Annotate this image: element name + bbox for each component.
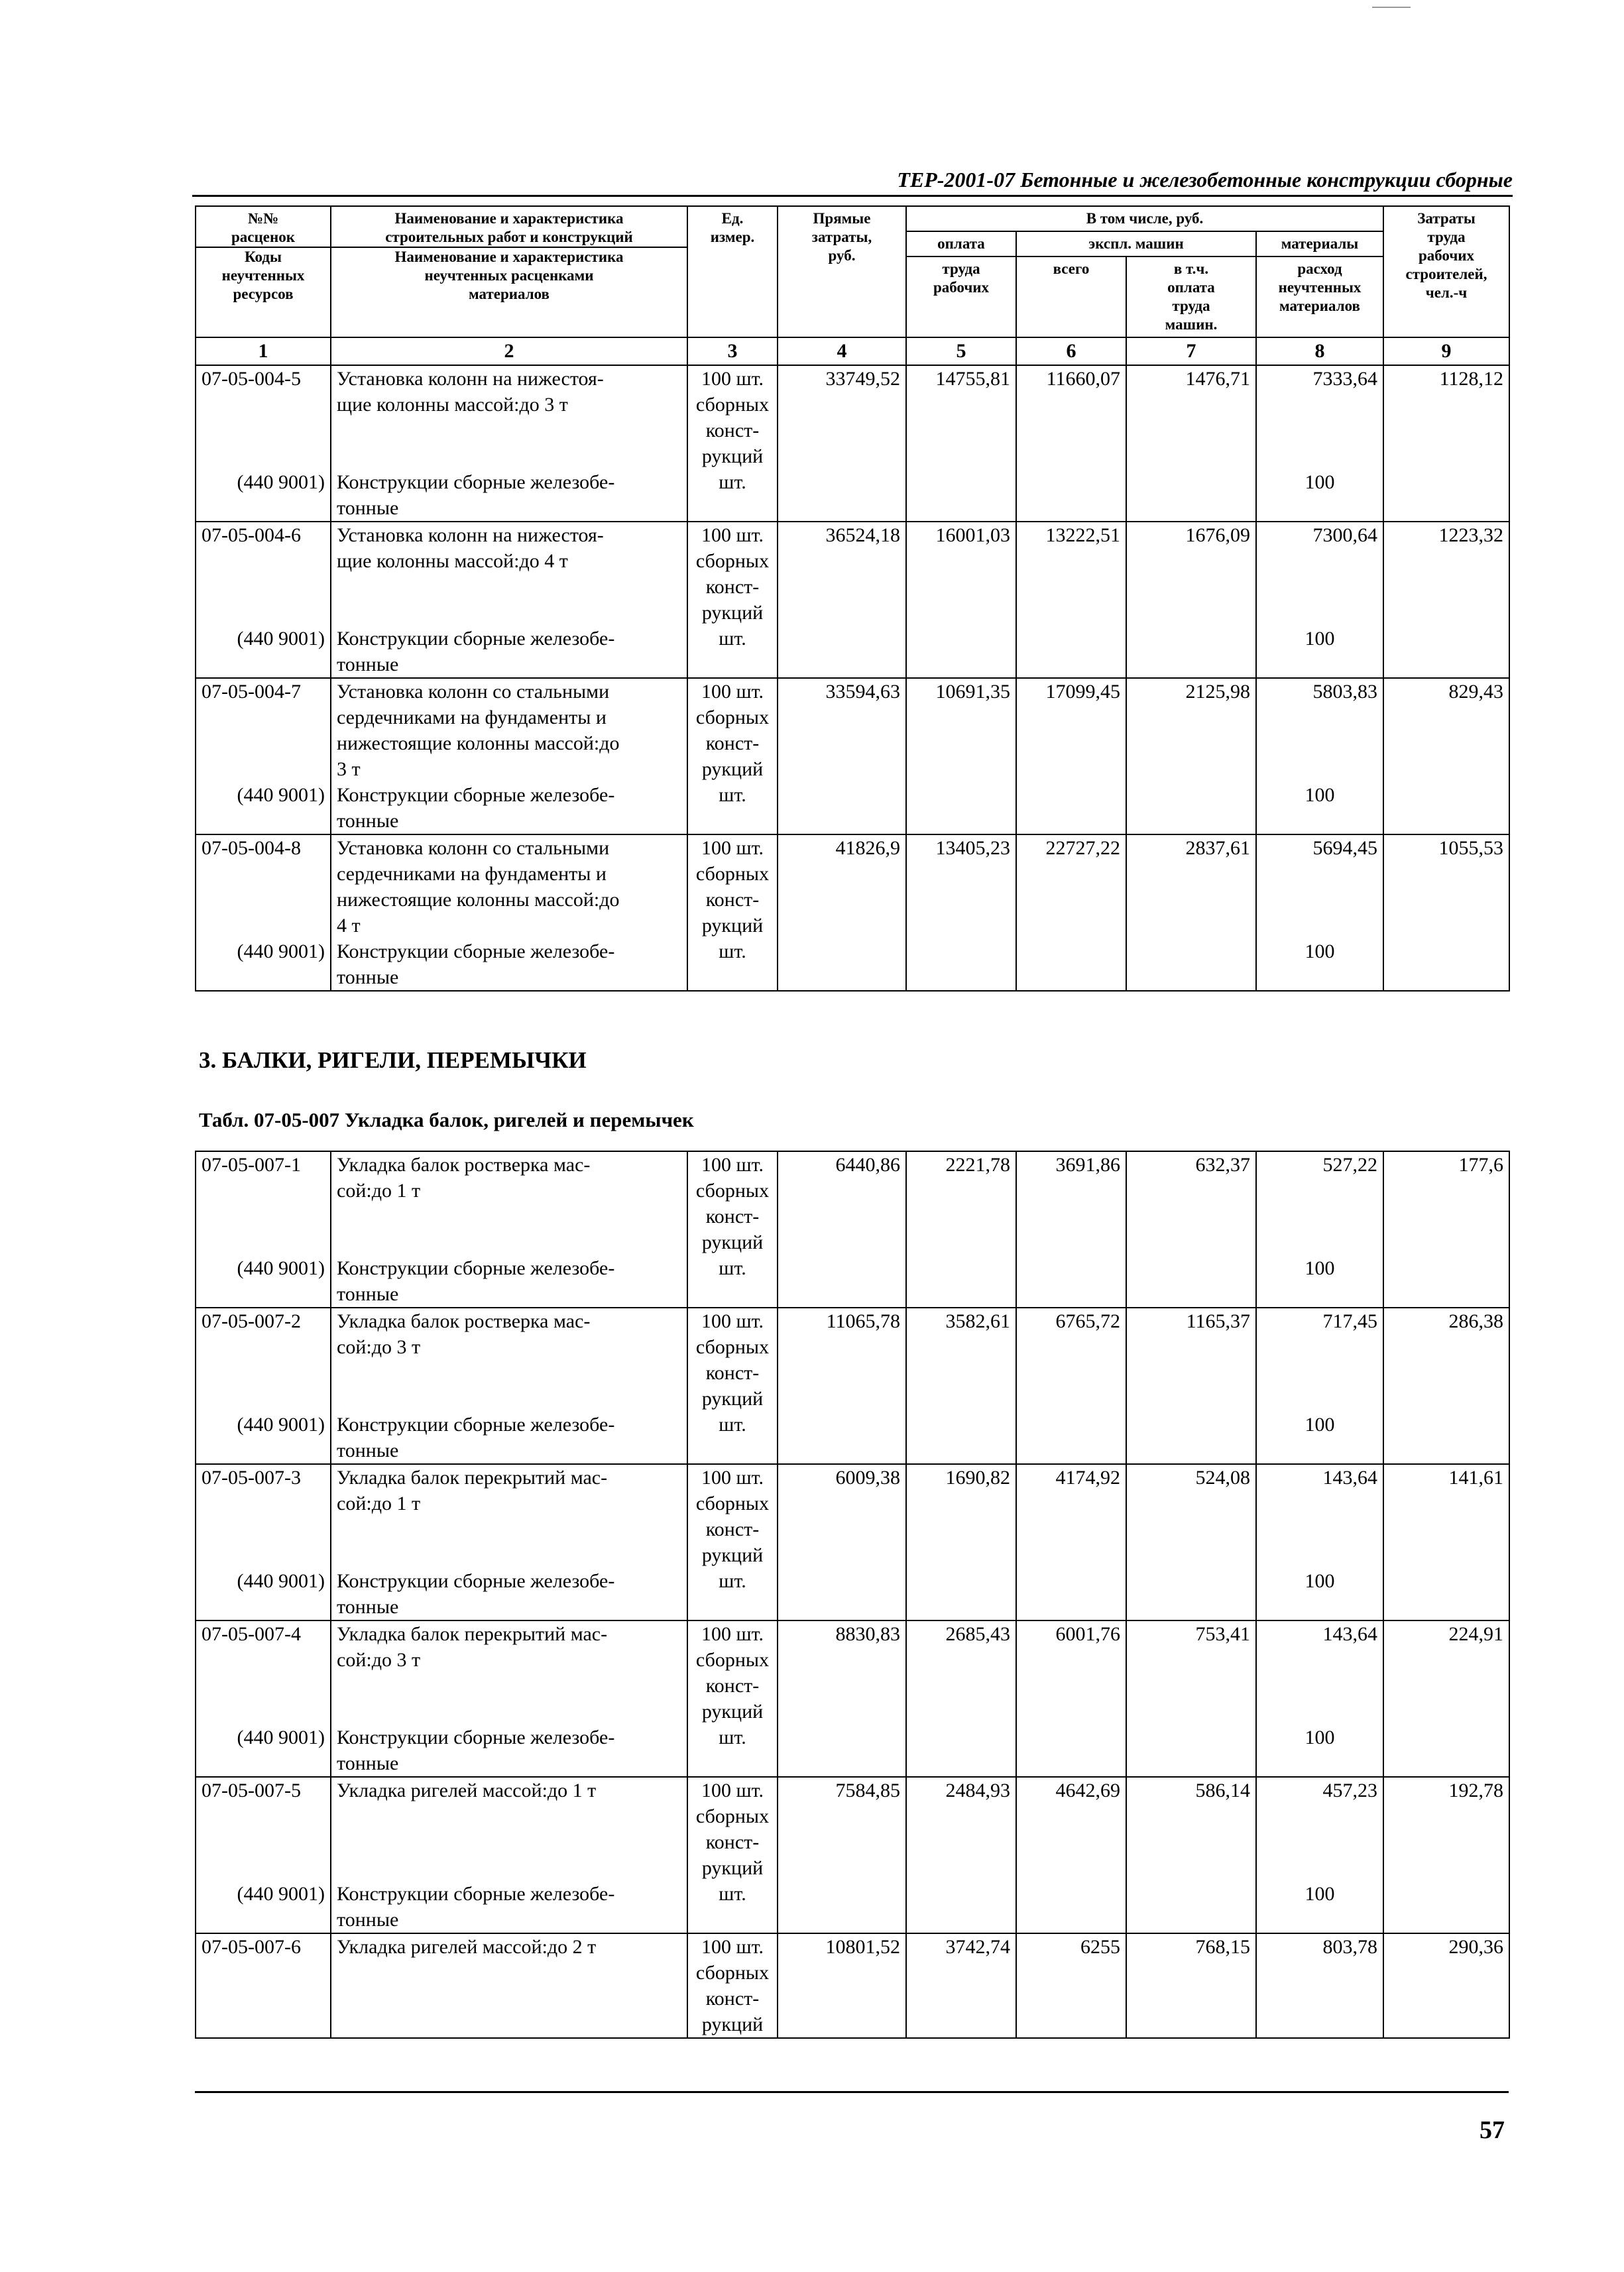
header-group: В том числе, руб. <box>906 206 1383 231</box>
resource-code: (440 9001) <box>237 471 325 493</box>
labor-pay: 2221,78 <box>906 1151 1016 1308</box>
unit-cell <box>687 1777 778 1933</box>
unit-cell <box>687 1464 778 1620</box>
rate-code: 07-05-007-3 <box>202 1467 301 1489</box>
resource-code: (440 9001) <box>237 784 325 806</box>
rate-row <box>196 1464 1509 1620</box>
labor-hours: 224,91 <box>1383 1620 1509 1777</box>
unit-line: сборных <box>695 1649 770 1671</box>
unit-line: 100 шт. <box>701 1467 764 1489</box>
rate-code: 07-05-007-5 <box>202 1780 301 1801</box>
resource-name-line: тонные <box>337 1909 399 1931</box>
rate-name-cell <box>331 1308 687 1464</box>
materials-cost <box>1256 1464 1383 1620</box>
labor-pay: 14755,81 <box>906 365 1016 522</box>
direct-costs: 10801,52 <box>778 1933 906 2038</box>
machines-total: 6255 <box>1016 1933 1126 2038</box>
labor-hours: 141,61 <box>1383 1464 1509 1620</box>
column-number: 1 <box>196 337 331 365</box>
direct-costs: 41826,9 <box>778 834 906 991</box>
rate-row <box>196 834 1509 991</box>
machines-total: 3691,86 <box>1016 1151 1126 1308</box>
rate-name-line: нижестоящие колонны массой:до <box>337 889 620 911</box>
rate-name-line: 3 т <box>337 758 361 780</box>
rate-name-line: сой:до 3 т <box>337 1336 421 1358</box>
resource-unit: шт. <box>719 1727 746 1748</box>
rate-name-cell <box>331 1620 687 1777</box>
rate-name-line: сой:до 1 т <box>337 1180 421 1202</box>
unit-line: рукций <box>701 915 764 937</box>
unit-line: рукций <box>701 602 764 624</box>
resource-code: (440 9001) <box>237 1727 325 1748</box>
unit-line: 100 шт. <box>701 1780 764 1801</box>
machines-labor-pay: 2837,61 <box>1126 834 1256 991</box>
materials-cost <box>1256 1151 1383 1308</box>
unit-line: рукций <box>701 1231 764 1253</box>
rate-code: 07-05-004-6 <box>202 524 301 546</box>
resource-quantity: 100 <box>1305 1883 1335 1905</box>
unit-line: сборных <box>695 1962 770 1984</box>
direct-costs: 33749,52 <box>778 365 906 522</box>
page-header <box>192 168 1513 197</box>
section-title: 3. БАЛКИ, РИГЕЛИ, ПЕРЕМЫЧКИ <box>199 1047 587 1073</box>
column-number: 6 <box>1016 337 1126 365</box>
resource-quantity: 100 <box>1305 628 1335 650</box>
resource-unit: шт. <box>719 1414 746 1436</box>
resource-quantity: 100 <box>1305 471 1335 493</box>
rate-name-line: сой:до 3 т <box>337 1649 421 1671</box>
labor-hours: 1128,12 <box>1383 365 1509 522</box>
rate-code-cell <box>196 1777 331 1933</box>
unit-line: конст- <box>705 732 760 754</box>
labor-hours: 829,43 <box>1383 678 1509 834</box>
page-number: 57 <box>1479 2116 1505 2144</box>
materials-value: 803,78 <box>1322 1936 1377 1958</box>
labor-hours: 286,38 <box>1383 1308 1509 1464</box>
table-header <box>196 206 1509 337</box>
rate-row <box>196 678 1509 834</box>
unit-line: рукций <box>701 2014 764 2035</box>
column-number: 8 <box>1256 337 1383 365</box>
rate-row <box>196 365 1509 522</box>
labor-pay: 13405,23 <box>906 834 1016 991</box>
unit-cell <box>687 1308 778 1464</box>
direct-costs: 33594,63 <box>778 678 906 834</box>
rate-code-cell <box>196 678 331 834</box>
rate-row <box>196 1308 1509 1464</box>
resource-unit: шт. <box>719 1883 746 1905</box>
unit-cell <box>687 678 778 834</box>
resource-quantity: 100 <box>1305 940 1335 962</box>
rate-name-line: щие колонны массой:до 3 т <box>337 394 568 416</box>
resource-name-line: Конструкции сборные железобе- <box>337 1727 615 1748</box>
resource-name-line: Конструкции сборные железобе- <box>337 940 615 962</box>
header-materials: расход неучтенных материалов <box>1256 256 1383 337</box>
resource-unit: шт. <box>719 1257 746 1279</box>
unit-line: сборных <box>695 1336 770 1358</box>
labor-hours: 1223,32 <box>1383 522 1509 678</box>
machines-total: 4174,92 <box>1016 1464 1126 1620</box>
rate-name-line: Укладка балок ростверка мас- <box>337 1310 591 1332</box>
rate-code: 07-05-004-5 <box>202 368 301 390</box>
labor-pay: 3582,61 <box>906 1308 1016 1464</box>
rate-name-line: Установка колонн на нижестоя- <box>337 368 604 390</box>
rate-name-cell <box>331 365 687 522</box>
unit-line: сборных <box>695 1493 770 1514</box>
resource-code: (440 9001) <box>237 628 325 650</box>
materials-cost <box>1256 834 1383 991</box>
rate-name-cell <box>331 522 687 678</box>
rate-name-line: Установка колонн на нижестоя- <box>337 524 604 546</box>
unit-line: рукций <box>701 1544 764 1566</box>
rate-code-cell <box>196 1620 331 1777</box>
rate-name-line: Установка колонн со стальными <box>337 837 610 859</box>
rate-name-line: сердечниками на фундаменты и <box>337 707 607 728</box>
resource-code: (440 9001) <box>237 1414 325 1436</box>
resource-unit: шт. <box>719 471 746 493</box>
materials-cost <box>1256 1777 1383 1933</box>
rates-table-beams <box>195 1151 1510 2039</box>
unit-line: 100 шт. <box>701 1310 764 1332</box>
resource-name-line: тонные <box>337 1440 399 1461</box>
machines-labor-pay: 768,15 <box>1126 1933 1256 2038</box>
unit-line: рукций <box>701 445 764 467</box>
rate-name-line: Укладка ригелей массой:до 1 т <box>337 1780 597 1801</box>
rate-name-cell <box>331 1777 687 1933</box>
unit-line: конст- <box>705 1206 760 1227</box>
resource-quantity: 100 <box>1305 1414 1335 1436</box>
resource-unit: шт. <box>719 1570 746 1592</box>
unit-line: сборных <box>695 707 770 728</box>
labor-pay: 16001,03 <box>906 522 1016 678</box>
labor-pay: 2685,43 <box>906 1620 1016 1777</box>
column-number: 5 <box>906 337 1016 365</box>
machines-total: 13222,51 <box>1016 522 1126 678</box>
unit-line: рукций <box>701 1701 764 1723</box>
materials-value: 457,23 <box>1322 1780 1377 1801</box>
rates-table-columns <box>195 205 1510 992</box>
rate-name-line: сердечниками на фундаменты и <box>337 863 607 885</box>
rate-row <box>196 1933 1509 2038</box>
unit-cell <box>687 365 778 522</box>
unit-line: 100 шт. <box>701 1623 764 1645</box>
labor-hours: 177,6 <box>1383 1151 1509 1308</box>
unit-cell <box>687 1620 778 1777</box>
rate-row <box>196 1620 1509 1777</box>
unit-line: сборных <box>695 394 770 416</box>
labor-pay: 10691,35 <box>906 678 1016 834</box>
unit-line: конст- <box>705 420 760 441</box>
labor-hours: 192,78 <box>1383 1777 1509 1933</box>
table-caption: Табл. 07-05-007 Укладка балок, ригелей и перемычек <box>199 1108 694 1131</box>
materials-value: 527,22 <box>1322 1154 1377 1176</box>
machines-total: 6765,72 <box>1016 1308 1126 1464</box>
rate-name-line: нижестоящие колонны массой:до <box>337 732 620 754</box>
labor-pay: 1690,82 <box>906 1464 1016 1620</box>
resource-name-line: Конструкции сборные железобе- <box>337 1883 615 1905</box>
materials-cost <box>1256 522 1383 678</box>
header-code: №№ расценок Коды неучтенных ресурсов <box>196 206 331 337</box>
resource-name-line: тонные <box>337 497 399 519</box>
materials-value: 143,64 <box>1322 1623 1377 1645</box>
header-labor-hours: Затраты труда рабочих строителей, чел.-ч <box>1383 206 1509 337</box>
column-number: 7 <box>1126 337 1256 365</box>
materials-cost <box>1256 1620 1383 1777</box>
resource-quantity: 100 <box>1305 1257 1335 1279</box>
unit-cell <box>687 522 778 678</box>
resource-code: (440 9001) <box>237 1257 325 1279</box>
rate-code: 07-05-007-6 <box>202 1936 301 1958</box>
materials-cost <box>1256 1933 1383 2038</box>
header-unit: Ед. измер. <box>687 206 778 337</box>
materials-value: 143,64 <box>1322 1467 1377 1489</box>
rate-code-cell <box>196 834 331 991</box>
materials-value: 717,45 <box>1322 1310 1377 1332</box>
materials-cost <box>1256 678 1383 834</box>
machines-labor-pay: 1676,09 <box>1126 522 1256 678</box>
resource-name-line: Конструкции сборные железобе- <box>337 1414 615 1436</box>
unit-line: конст- <box>705 1988 760 2010</box>
resource-unit: шт. <box>719 628 746 650</box>
machines-labor-pay: 1476,71 <box>1126 365 1256 522</box>
unit-line: конст- <box>705 576 760 598</box>
resource-unit: шт. <box>719 940 746 962</box>
materials-value: 7300,64 <box>1312 524 1377 546</box>
rate-code-cell <box>196 1464 331 1620</box>
resource-name-line: Конструкции сборные железобе- <box>337 1570 615 1592</box>
rate-code: 07-05-004-8 <box>202 837 301 859</box>
machines-total: 11660,07 <box>1016 365 1126 522</box>
rate-name-line: сой:до 1 т <box>337 1493 421 1514</box>
rate-code: 07-05-004-7 <box>202 681 301 703</box>
machines-total: 17099,45 <box>1016 678 1126 834</box>
labor-pay: 2484,93 <box>906 1777 1016 1933</box>
materials-value: 5803,83 <box>1312 681 1377 703</box>
rate-code-cell <box>196 522 331 678</box>
labor-hours: 290,36 <box>1383 1933 1509 2038</box>
unit-cell <box>687 1933 778 2038</box>
unit-line: конст- <box>705 889 760 911</box>
rate-name-cell <box>331 834 687 991</box>
header-name: Наименование и характеристика строительных работ и конструкций Наименование и характеристика неучтенных расценками материалов <box>331 206 687 337</box>
rate-name-cell <box>331 1464 687 1620</box>
unit-line: 100 шт. <box>701 524 764 546</box>
rate-name-line: 4 т <box>337 915 361 937</box>
machines-labor-pay: 753,41 <box>1126 1620 1256 1777</box>
machines-labor-pay: 632,37 <box>1126 1151 1256 1308</box>
resource-name-line: Конструкции сборные железобе- <box>337 628 615 650</box>
resource-code: (440 9001) <box>237 1883 325 1905</box>
resource-quantity: 100 <box>1305 784 1335 806</box>
rate-name-cell <box>331 1151 687 1308</box>
column-number: 9 <box>1383 337 1509 365</box>
resource-name-line: тонные <box>337 1283 399 1305</box>
unit-cell <box>687 834 778 991</box>
direct-costs: 8830,83 <box>778 1620 906 1777</box>
machines-total: 22727,22 <box>1016 834 1126 991</box>
column-number: 4 <box>778 337 906 365</box>
rate-code: 07-05-007-1 <box>202 1154 301 1176</box>
resource-name-line: тонные <box>337 1596 399 1618</box>
labor-pay: 3742,74 <box>906 1933 1016 2038</box>
resource-name-line: Конструкции сборные железобе- <box>337 1257 615 1279</box>
unit-line: сборных <box>695 863 770 885</box>
unit-line: рукций <box>701 1388 764 1410</box>
direct-costs: 7584,85 <box>778 1777 906 1933</box>
machines-total: 4642,69 <box>1016 1777 1126 1933</box>
rate-name-line: щие колонны массой:до 4 т <box>337 550 568 572</box>
rate-name-line: Укладка балок перекрытий мас- <box>337 1467 608 1489</box>
machines-labor-pay: 586,14 <box>1126 1777 1256 1933</box>
labor-hours: 1055,53 <box>1383 834 1509 991</box>
unit-line: 100 шт. <box>701 837 764 859</box>
unit-line: конст- <box>705 1675 760 1697</box>
column-number: 3 <box>687 337 778 365</box>
header-labor-pay: труда рабочих <box>906 256 1016 337</box>
direct-costs: 11065,78 <box>778 1308 906 1464</box>
rate-name-line: Укладка балок перекрытий мас- <box>337 1623 608 1645</box>
header-machines-total: всего <box>1016 256 1126 337</box>
rate-name-line: Установка колонн со стальными <box>337 681 610 703</box>
resource-unit: шт. <box>719 784 746 806</box>
rate-row <box>196 1151 1509 1308</box>
unit-line: рукций <box>701 758 764 780</box>
resource-code: (440 9001) <box>237 1570 325 1592</box>
rate-row <box>196 522 1509 678</box>
header-materials-top: материалы <box>1256 231 1383 256</box>
running-title: ТЕР-2001-07 Бетонные и железобетонные конструкции сборные <box>897 168 1513 192</box>
rate-code: 07-05-007-2 <box>202 1310 301 1332</box>
unit-line: конст- <box>705 1831 760 1853</box>
machines-labor-pay: 524,08 <box>1126 1464 1256 1620</box>
resource-name-line: тонные <box>337 810 399 832</box>
header-labor-pay-top: оплата <box>906 231 1016 256</box>
machines-labor-pay: 1165,37 <box>1126 1308 1256 1464</box>
rate-name-cell <box>331 1933 687 2038</box>
direct-costs: 6009,38 <box>778 1464 906 1620</box>
direct-costs: 6440,86 <box>778 1151 906 1308</box>
unit-line: конст- <box>705 1518 760 1540</box>
unit-line: рукций <box>701 1857 764 1879</box>
resource-quantity: 100 <box>1305 1570 1335 1592</box>
unit-line: сборных <box>695 550 770 572</box>
unit-line: 100 шт. <box>701 681 764 703</box>
unit-cell <box>687 1151 778 1308</box>
rate-code-cell <box>196 1151 331 1308</box>
rate-row <box>196 1777 1509 1933</box>
header-machines: экспл. машин <box>1016 231 1256 256</box>
rate-name-line: Укладка балок ростверка мас- <box>337 1154 591 1176</box>
column-number: 2 <box>331 337 687 365</box>
resource-code: (440 9001) <box>237 940 325 962</box>
unit-line: конст- <box>705 1362 760 1384</box>
unit-line: 100 шт. <box>701 1154 764 1176</box>
footer-rule <box>195 2091 1509 2093</box>
direct-costs: 36524,18 <box>778 522 906 678</box>
rate-code-cell <box>196 1308 331 1464</box>
resource-name-line: тонные <box>337 1752 399 1774</box>
rate-name-cell <box>331 678 687 834</box>
scan-mark <box>1372 7 1411 8</box>
resource-quantity: 100 <box>1305 1727 1335 1748</box>
machines-labor-pay: 2125,98 <box>1126 678 1256 834</box>
unit-line: 100 шт. <box>701 368 764 390</box>
unit-line: сборных <box>695 1805 770 1827</box>
header-machines-labor: в т.ч. оплата труда машин. <box>1126 256 1256 337</box>
materials-value: 7333,64 <box>1312 368 1377 390</box>
materials-cost <box>1256 365 1383 522</box>
column-numbers-row <box>196 337 1509 365</box>
materials-cost <box>1256 1308 1383 1464</box>
header-direct-costs: Прямые затраты, руб. <box>778 206 906 337</box>
resource-name-line: Конструкции сборные железобе- <box>337 784 615 806</box>
rate-code: 07-05-007-4 <box>202 1623 301 1645</box>
rate-code-cell <box>196 365 331 522</box>
resource-name-line: тонные <box>337 966 399 988</box>
resource-name-line: Конструкции сборные железобе- <box>337 471 615 493</box>
rate-name-line: Укладка ригелей массой:до 2 т <box>337 1936 597 1958</box>
machines-total: 6001,76 <box>1016 1620 1126 1777</box>
resource-name-line: тонные <box>337 653 399 675</box>
unit-line: 100 шт. <box>701 1936 764 1958</box>
materials-value: 5694,45 <box>1312 837 1377 859</box>
rate-code-cell <box>196 1933 331 2038</box>
unit-line: сборных <box>695 1180 770 1202</box>
